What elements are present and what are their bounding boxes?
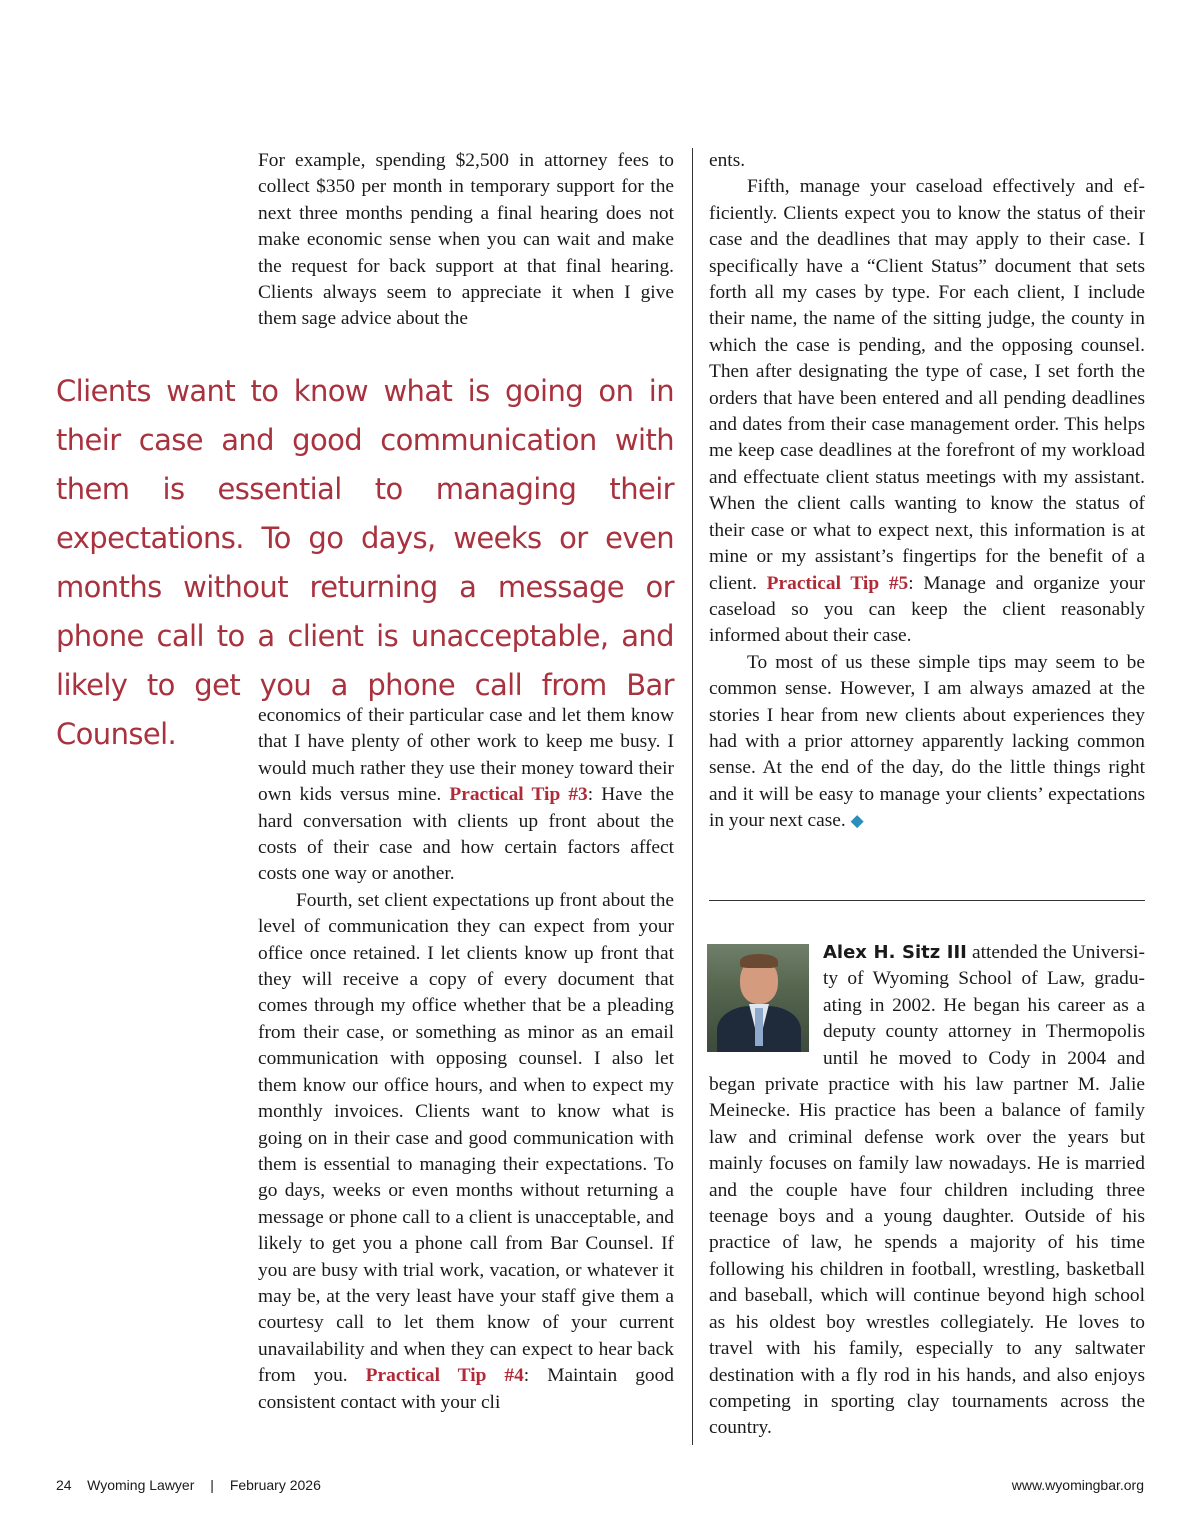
column-1-bottom bbox=[258, 703, 674, 1416]
author-bio bbox=[709, 940, 1145, 1442]
column-2 bbox=[709, 148, 1145, 835]
publication-name: Wyoming Lawyer bbox=[87, 1477, 195, 1493]
author-name: Alex H. Sitz III bbox=[823, 942, 967, 963]
footer-separator: | bbox=[210, 1477, 214, 1493]
end-diamond-icon: ◆ bbox=[850, 811, 864, 831]
paragraph: Fifth, manage your caseload effectively and efficiently. Clients expect you to know the status of their case and the deadlines that may apply to their case. I specifically have a “Client Status” document that sets forth all my cases by type. For each client, I include their name, the name of the sitting judge, the county in which the case is pending, and the opposing counsel. Then after designating the type of case, I set forth the orders that have been entered and all pending deadlines and dates from their case management order. This helps me keep case deadlines at the forefront of my workload and effectuate client status meetings with my assistant. When the client calls wanting to know the status of their case or what to expect next, this information is at mine or my assistant’s fingertips for the benefit of a client. Practical Tip #5: Manage and organize your caseload so you can keep the client reasonably informed about their case. bbox=[709, 176, 1145, 647]
paragraph: Fourth, set client expectations up front about the level of communication they can expect from your office once retained. I let clients know up front that they will receive a copy of every document that comes through my office whether that be a pleading from their case, or something as minor as an email communication with opposing counsel. I also let them know our office hours, and when to expect my monthly invoices. Clients want to know what is going on in their case and good communication with them is essential to managing their expectations. To go days, weeks or even months without returning a message or phone call to a client is unacceptable, and likely to get you a phone call from Bar Counsel. If you are busy with trial work, vacation, or whatever it may be, at the very least have your staff give them a courtesy call to let them know of your current unavailability and when they can expect to hear back from you. Practical Tip #4: Maintain good consistent contact with your cli bbox=[258, 889, 675, 1413]
pull-quote: Clients want to know what is going on in their case and good communication with them is essential to managing their expectations. To go days, weeks or even months without returning a message or phone call to a client is unacceptable, and likely to get you a phone call from Bar Counsel. bbox=[56, 374, 674, 751]
paragraph: To most of us these simple tips may seem to be common sense. However, I am always amazed at the stories I hear from new clients about experiences they had with a prior attorney apparently lacking common sense. At the end of the day, do the little things right and it will be easy to manage your clients’ expectations in your next case. ◆ bbox=[709, 651, 1145, 832]
paragraph: For example, spending $2,500 in attorney fees to collect $350 per month in temporary support for the next three months pending a final hearing does not make economic sense when you can wait and make the request for back support at that final hearing. Clients always seem to appreciate it when I give them sage advice about the bbox=[258, 150, 674, 330]
issue-date: February 2026 bbox=[229, 1477, 321, 1493]
bio-text: attended the University of Wyoming School of Law, graduating in 2002. He began his career as a deputy county attorney in Thermopolis until he moved to Cody in 2004 and began private practice with his law partner M. Jalie Meinecke. His practice has been a balance of family law and criminal defense work over the years but mainly focuses on family law nowadays. He is married and the couple have four children including three teenage boys and a young daughter. Outside of his practice of law, he spends a majority of his time following his children in football, wrestling, basketball and baseball, which will continue beyond high school as his oldest boy wrestles collegiately. He loves to travel with his family, especially to any saltwater destination with a fly rod in his hands, and also enjoys competing in sporting clay tournaments across the country. bbox=[709, 942, 1145, 1439]
practical-tip-3: Practical Tip #3 bbox=[449, 784, 588, 806]
footer-website: www.wyomingbar.org bbox=[1011, 1477, 1144, 1493]
column-divider bbox=[692, 148, 693, 1445]
bio-divider bbox=[709, 900, 1145, 901]
footer-left bbox=[56, 1477, 321, 1493]
practical-tip-5: Practical Tip #5 bbox=[766, 572, 909, 594]
page-number: 24 bbox=[56, 1477, 72, 1493]
paragraph: economics of their particular case and let them know that I have plenty of other work to keep me busy. I would much rather they use their money toward their own kids versus mine. Practical Tip #3: Have the hard conversation with clients up front about the costs of their case and how certain factors affect costs one way or another. bbox=[258, 705, 674, 885]
paragraph: ents. bbox=[709, 150, 746, 171]
practical-tip-4: Practical Tip #4 bbox=[365, 1365, 524, 1387]
author-photo bbox=[707, 944, 809, 1052]
column-1-top bbox=[258, 148, 674, 333]
